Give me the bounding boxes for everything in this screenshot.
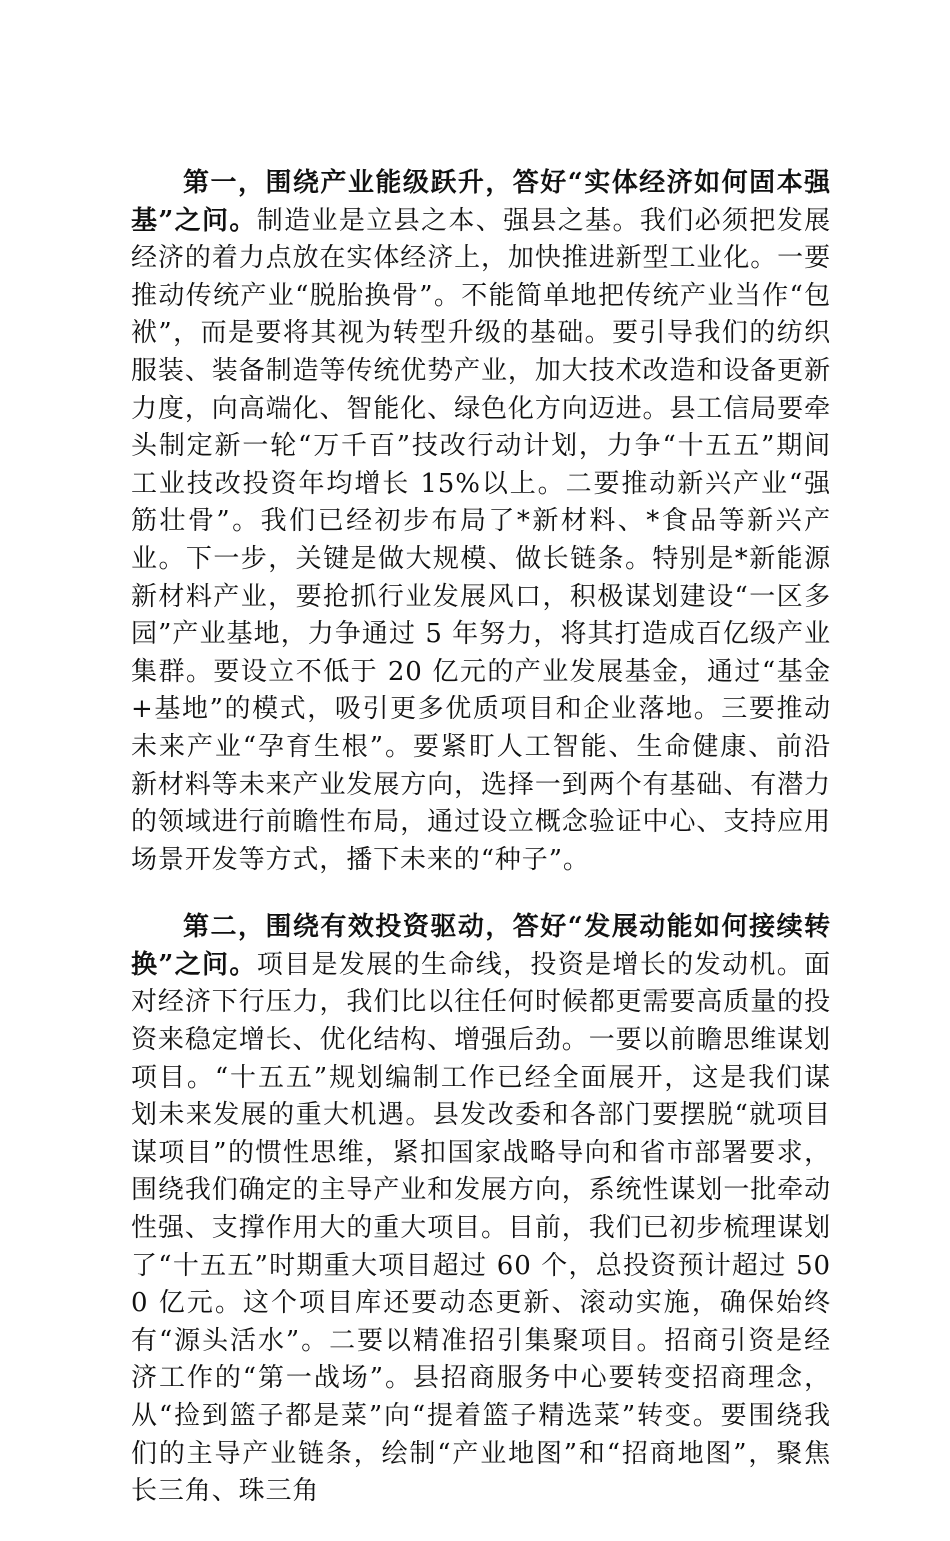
paragraph-industry	[131, 165, 831, 879]
paragraph-investment	[131, 909, 831, 1511]
paragraph-body: 制造业是立县之本、强县之基。我们必须把发展经济的着力点放在实体经济上，加快推进新型工业化。一要推动传统产业“脱胎换骨”。不能简单地把传统产业当作“包袱”，而是要将其视为转型升级的基础。要引导我们的纺织服装、装备制造等传统优势产业，加大技术改造和设备更新力度，向高端化、智能化、绿色化方向迈进。县工信局要牵头制定新一轮“万千百”技改行动计划，力争“十五五”期间工业技改投资年均增长 15%以上。二要推动新兴产业“强筋壮骨”。我们已经初步布局了*新材料、*食品等新兴产业。下一步，关键是做大规模、做长链条。特别是*新能源新材料产业，要抢抓行业发展风口，积极谋划建设“一区多园”产业基地，力争通过 5 年努力，将其打造成百亿级产业集群。要设立不低于 20 亿元的产业发展基金，通过“基金+基地”的模式，吸引更多优质项目和企业落地。三要推动未来产业“孕育生根”。要紧盯人工智能、生命健康、前沿新材料等未来产业发展方向，选择一到两个有基础、有潜力的领域进行前瞻性布局，通过设立概念验证中心、支持应用场景开发等方式，播下未来的“种子”。	[131, 205, 831, 875]
paragraph-body: 项目是发展的生命线，投资是增长的发动机。面对经济下行压力，我们比以往任何时候都更需要高质量的投资来稳定增长、优化结构、增强后劲。一要以前瞻思维谋划项目。“十五五”规划编制工作已经全面展开，这是我们谋划未来发展的重大机遇。县发改委和各部门要摆脱“就项目谋项目”的惯性思维，紧扣国家战略导向和省市部署要求，围绕我们确定的主导产业和发展方向，系统性谋划一批牵动性强、支撑作用大的重大项目。目前，我们已初步梳理谋划了“十五五”时期重大项目超过 60 个，总投资预计超过 500 亿元。这个项目库还要动态更新、滚动实施，确保始终有“源头活水”。二要以精准招引集聚项目。招商引资是经济工作的“第一战场”。县招商服务中心要转变招商理念，从“捡到篮子都是菜”向“提着篮子精选菜”转变。要围绕我们的主导产业链条，绘制“产业地图”和“招商地图”，聚焦长三角、珠三角	[131, 949, 831, 1507]
paragraph-lead: 第二，围绕有效投资驱动，答好“发展动能如何接续转换”之问。	[131, 912, 831, 980]
document-page	[131, 165, 831, 1541]
paragraph-lead: 第一，围绕产业能级跃升，答好“实体经济如何固本强基”之问。	[131, 168, 831, 236]
